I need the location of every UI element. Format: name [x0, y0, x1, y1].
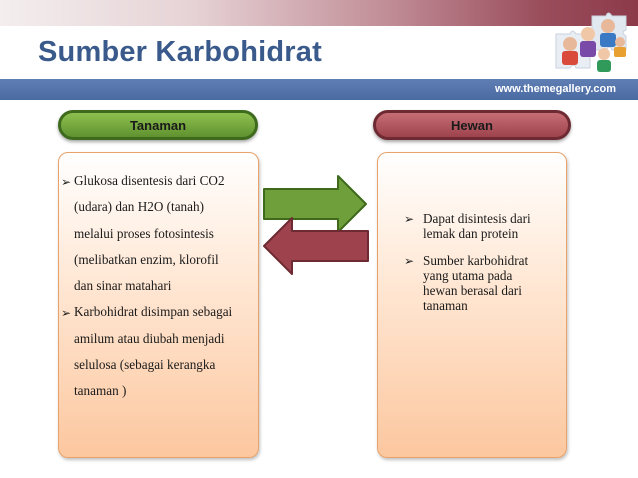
bullet-line: dan sinar matahari — [74, 278, 172, 294]
bullet-line: tanaman — [423, 298, 468, 313]
slide-title: Sumber Karbohidrat — [38, 36, 322, 68]
bullet-line: Karbohidrat disimpan sebagai — [74, 304, 233, 320]
tanaman-bullet-1 — [61, 168, 257, 299]
hewan-card — [377, 152, 567, 458]
arrow-bullet-icon: ➢ — [404, 212, 415, 226]
bullet-line: tanaman ) — [74, 383, 127, 399]
hewan-header — [373, 110, 571, 140]
tanaman-card — [58, 152, 259, 458]
bullet-line: Glukosa disentesis dari CO2 — [74, 173, 225, 188]
tanaman-bullet-2 — [61, 299, 257, 404]
arrow-left-icon — [262, 216, 370, 276]
tanaman-header — [58, 110, 258, 140]
bullet-line: Dapat disintesis dari — [423, 211, 531, 226]
tanaman-bullet-list — [61, 168, 257, 405]
hewan-bullet-2 — [396, 253, 564, 313]
arrow-bullet-icon: ➢ — [404, 254, 415, 268]
bullet-line: (udara) dan H2O (tanah) — [74, 199, 204, 215]
hewan-bullet-list — [396, 211, 564, 325]
bullet-line: hewan berasal dari — [423, 283, 522, 298]
tanaman-header-label: Tanaman — [129, 117, 187, 133]
bullet-line: yang utama pada — [423, 268, 513, 283]
bullet-line: melalui proses fotosintesis — [74, 225, 214, 241]
arrow-bullet-icon: ➢ — [61, 306, 72, 321]
bullet-line: (melibatkan enzim, klorofil — [74, 251, 219, 267]
bullet-line: amilum atau diubah menjadi — [74, 330, 225, 346]
top-header-band — [0, 0, 638, 26]
bullet-line: Sumber karbohidrat — [423, 253, 529, 268]
hewan-bullet-1 — [396, 211, 564, 241]
arrow-bullet-icon: ➢ — [61, 175, 72, 189]
bullet-line: selulosa (sebagai kerangka — [74, 357, 216, 373]
hewan-header-label: Hewan — [451, 117, 493, 133]
website-url: www.themegallery.com — [494, 83, 616, 95]
bullet-line: lemak dan protein — [423, 226, 519, 241]
puzzle-people-icon — [548, 4, 632, 78]
